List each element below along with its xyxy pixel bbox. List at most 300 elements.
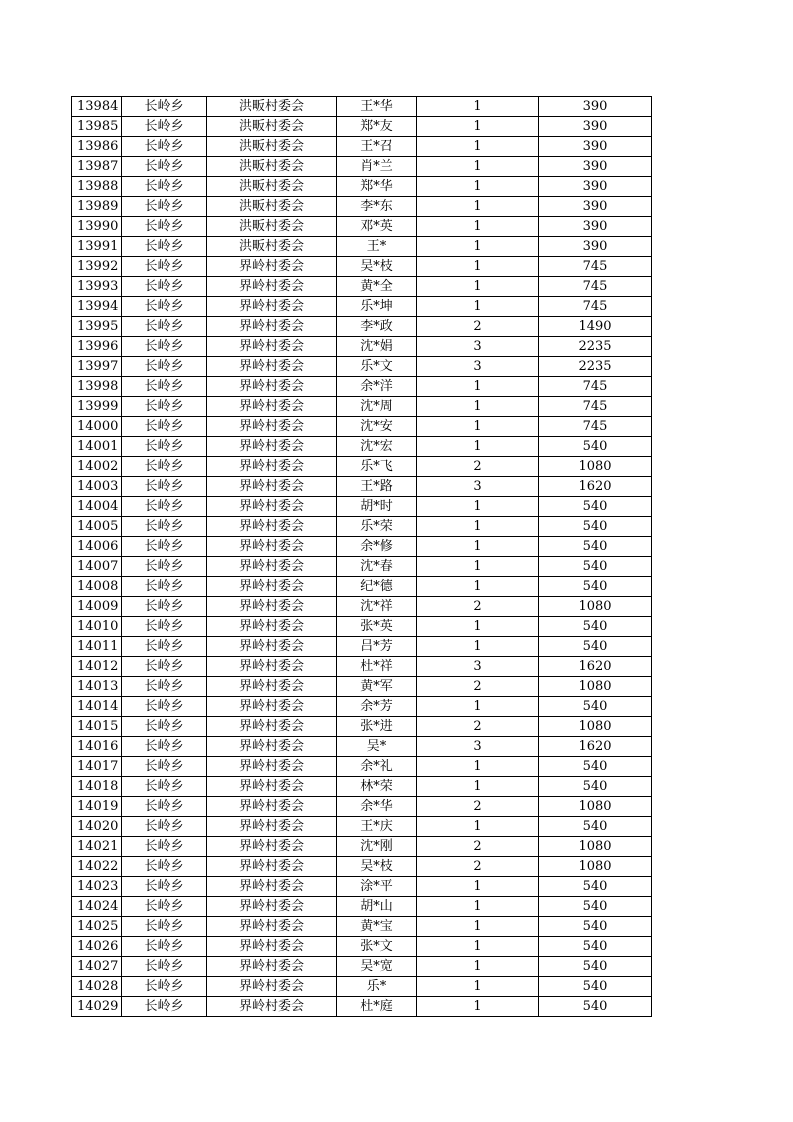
table-row <box>72 617 652 637</box>
village-committee-cell: 界岭村委会 <box>207 777 337 797</box>
township-cell: 长岭乡 <box>122 757 207 777</box>
name-cell: 张*进 <box>337 717 417 737</box>
amount-cell: 1620 <box>539 657 652 677</box>
count-cell: 1 <box>417 137 539 157</box>
township-cell: 长岭乡 <box>122 297 207 317</box>
township-cell: 长岭乡 <box>122 497 207 517</box>
township-cell: 长岭乡 <box>122 157 207 177</box>
amount-cell: 745 <box>539 417 652 437</box>
township-cell: 长岭乡 <box>122 637 207 657</box>
name-cell: 吴*宽 <box>337 957 417 977</box>
table-row <box>72 417 652 437</box>
name-cell: 李*政 <box>337 317 417 337</box>
township-cell: 长岭乡 <box>122 197 207 217</box>
row-id-cell: 14008 <box>72 577 122 597</box>
count-cell: 1 <box>417 697 539 717</box>
village-committee-cell: 界岭村委会 <box>207 397 337 417</box>
amount-cell: 2235 <box>539 357 652 377</box>
row-id-cell: 13987 <box>72 157 122 177</box>
amount-cell: 745 <box>539 377 652 397</box>
table-row <box>72 637 652 657</box>
name-cell: 王*庆 <box>337 817 417 837</box>
village-committee-cell: 界岭村委会 <box>207 737 337 757</box>
table-row <box>72 457 652 477</box>
village-committee-cell: 界岭村委会 <box>207 757 337 777</box>
township-cell: 长岭乡 <box>122 477 207 497</box>
amount-cell: 540 <box>539 877 652 897</box>
township-cell: 长岭乡 <box>122 317 207 337</box>
table-row <box>72 277 652 297</box>
amount-cell: 540 <box>539 977 652 997</box>
name-cell: 余*礼 <box>337 757 417 777</box>
count-cell: 2 <box>417 857 539 877</box>
amount-cell: 1620 <box>539 477 652 497</box>
table-row <box>72 477 652 497</box>
village-committee-cell: 洪畈村委会 <box>207 117 337 137</box>
village-committee-cell: 界岭村委会 <box>207 877 337 897</box>
township-cell: 长岭乡 <box>122 697 207 717</box>
amount-cell: 540 <box>539 917 652 937</box>
village-committee-cell: 洪畈村委会 <box>207 157 337 177</box>
village-committee-cell: 界岭村委会 <box>207 277 337 297</box>
table-row <box>72 697 652 717</box>
count-cell: 1 <box>417 117 539 137</box>
township-cell: 长岭乡 <box>122 417 207 437</box>
row-id-cell: 14023 <box>72 877 122 897</box>
amount-cell: 1620 <box>539 737 652 757</box>
township-cell: 长岭乡 <box>122 377 207 397</box>
township-cell: 长岭乡 <box>122 457 207 477</box>
name-cell: 郑*华 <box>337 177 417 197</box>
table-row <box>72 797 652 817</box>
count-cell: 1 <box>417 957 539 977</box>
count-cell: 1 <box>417 757 539 777</box>
table-row <box>72 957 652 977</box>
amount-cell: 540 <box>539 957 652 977</box>
amount-cell: 390 <box>539 157 652 177</box>
row-id-cell: 14001 <box>72 437 122 457</box>
name-cell: 吴*枝 <box>337 857 417 877</box>
count-cell: 1 <box>417 157 539 177</box>
row-id-cell: 14002 <box>72 457 122 477</box>
table-row <box>72 357 652 377</box>
village-committee-cell: 界岭村委会 <box>207 437 337 457</box>
township-cell: 长岭乡 <box>122 917 207 937</box>
count-cell: 2 <box>417 317 539 337</box>
count-cell: 1 <box>417 97 539 117</box>
name-cell: 沈*安 <box>337 417 417 437</box>
village-committee-cell: 界岭村委会 <box>207 857 337 877</box>
village-committee-cell: 界岭村委会 <box>207 957 337 977</box>
township-cell: 长岭乡 <box>122 217 207 237</box>
amount-cell: 540 <box>539 637 652 657</box>
row-id-cell: 14022 <box>72 857 122 877</box>
row-id-cell: 13984 <box>72 97 122 117</box>
village-committee-cell: 界岭村委会 <box>207 377 337 397</box>
township-cell: 长岭乡 <box>122 537 207 557</box>
count-cell: 1 <box>417 557 539 577</box>
township-cell: 长岭乡 <box>122 277 207 297</box>
amount-cell: 1080 <box>539 857 652 877</box>
township-cell: 长岭乡 <box>122 557 207 577</box>
count-cell: 2 <box>417 457 539 477</box>
row-id-cell: 13991 <box>72 237 122 257</box>
row-id-cell: 14025 <box>72 917 122 937</box>
township-cell: 长岭乡 <box>122 437 207 457</box>
row-id-cell: 14000 <box>72 417 122 437</box>
township-cell: 长岭乡 <box>122 997 207 1017</box>
amount-cell: 540 <box>539 497 652 517</box>
row-id-cell: 14027 <box>72 957 122 977</box>
name-cell: 沈*刚 <box>337 837 417 857</box>
row-id-cell: 14029 <box>72 997 122 1017</box>
name-cell: 王*路 <box>337 477 417 497</box>
count-cell: 2 <box>417 797 539 817</box>
name-cell: 黄*宝 <box>337 917 417 937</box>
count-cell: 1 <box>417 497 539 517</box>
count-cell: 1 <box>417 637 539 657</box>
name-cell: 沈*祥 <box>337 597 417 617</box>
table-row <box>72 917 652 937</box>
table-row <box>72 877 652 897</box>
row-id-cell: 14011 <box>72 637 122 657</box>
village-committee-cell: 界岭村委会 <box>207 557 337 577</box>
village-committee-cell: 界岭村委会 <box>207 837 337 857</box>
name-cell: 王*华 <box>337 97 417 117</box>
count-cell: 1 <box>417 437 539 457</box>
amount-cell: 1080 <box>539 837 652 857</box>
village-committee-cell: 界岭村委会 <box>207 637 337 657</box>
township-cell: 长岭乡 <box>122 97 207 117</box>
name-cell: 乐* <box>337 977 417 997</box>
township-cell: 长岭乡 <box>122 717 207 737</box>
count-cell: 3 <box>417 357 539 377</box>
row-id-cell: 13990 <box>72 217 122 237</box>
table-row <box>72 97 652 117</box>
table-row <box>72 737 652 757</box>
name-cell: 杜*庭 <box>337 997 417 1017</box>
row-id-cell: 13994 <box>72 297 122 317</box>
row-id-cell: 14028 <box>72 977 122 997</box>
name-cell: 沈*宏 <box>337 437 417 457</box>
count-cell: 3 <box>417 477 539 497</box>
row-id-cell: 13997 <box>72 357 122 377</box>
township-cell: 长岭乡 <box>122 137 207 157</box>
row-id-cell: 14018 <box>72 777 122 797</box>
name-cell: 肖*兰 <box>337 157 417 177</box>
row-id-cell: 14019 <box>72 797 122 817</box>
village-committee-cell: 界岭村委会 <box>207 597 337 617</box>
row-id-cell: 14016 <box>72 737 122 757</box>
table-row <box>72 397 652 417</box>
table-row <box>72 537 652 557</box>
township-cell: 长岭乡 <box>122 117 207 137</box>
village-committee-cell: 界岭村委会 <box>207 817 337 837</box>
count-cell: 1 <box>417 257 539 277</box>
village-committee-cell: 界岭村委会 <box>207 357 337 377</box>
table-row <box>72 817 652 837</box>
count-cell: 3 <box>417 657 539 677</box>
township-cell: 长岭乡 <box>122 237 207 257</box>
township-cell: 长岭乡 <box>122 877 207 897</box>
township-cell: 长岭乡 <box>122 517 207 537</box>
count-cell: 1 <box>417 377 539 397</box>
name-cell: 纪*德 <box>337 577 417 597</box>
row-id-cell: 14024 <box>72 897 122 917</box>
name-cell: 李*东 <box>337 197 417 217</box>
township-cell: 长岭乡 <box>122 617 207 637</box>
village-committee-cell: 界岭村委会 <box>207 677 337 697</box>
village-committee-cell: 洪畈村委会 <box>207 177 337 197</box>
table-row <box>72 257 652 277</box>
village-committee-cell: 界岭村委会 <box>207 697 337 717</box>
row-id-cell: 14021 <box>72 837 122 857</box>
row-id-cell: 14009 <box>72 597 122 617</box>
table-row <box>72 217 652 237</box>
village-committee-cell: 界岭村委会 <box>207 617 337 637</box>
count-cell: 1 <box>417 777 539 797</box>
village-committee-cell: 界岭村委会 <box>207 657 337 677</box>
amount-cell: 745 <box>539 397 652 417</box>
village-committee-cell: 界岭村委会 <box>207 417 337 437</box>
row-id-cell: 14003 <box>72 477 122 497</box>
township-cell: 长岭乡 <box>122 257 207 277</box>
township-cell: 长岭乡 <box>122 357 207 377</box>
amount-cell: 1080 <box>539 597 652 617</box>
amount-cell: 745 <box>539 257 652 277</box>
table-row <box>72 997 652 1017</box>
table-row <box>72 237 652 257</box>
data-table <box>71 96 652 1017</box>
name-cell: 乐*荣 <box>337 517 417 537</box>
count-cell: 1 <box>417 877 539 897</box>
table-row <box>72 577 652 597</box>
name-cell: 林*荣 <box>337 777 417 797</box>
village-committee-cell: 界岭村委会 <box>207 257 337 277</box>
amount-cell: 390 <box>539 177 652 197</box>
village-committee-cell: 洪畈村委会 <box>207 217 337 237</box>
name-cell: 余*修 <box>337 537 417 557</box>
amount-cell: 390 <box>539 237 652 257</box>
table-row <box>72 717 652 737</box>
row-id-cell: 14004 <box>72 497 122 517</box>
township-cell: 长岭乡 <box>122 837 207 857</box>
village-committee-cell: 界岭村委会 <box>207 297 337 317</box>
amount-cell: 1490 <box>539 317 652 337</box>
name-cell: 吴* <box>337 737 417 757</box>
township-cell: 长岭乡 <box>122 937 207 957</box>
name-cell: 沈*娟 <box>337 337 417 357</box>
village-committee-cell: 界岭村委会 <box>207 897 337 917</box>
name-cell: 吕*芳 <box>337 637 417 657</box>
count-cell: 3 <box>417 737 539 757</box>
village-committee-cell: 界岭村委会 <box>207 317 337 337</box>
table-row <box>72 657 652 677</box>
row-id-cell: 14014 <box>72 697 122 717</box>
amount-cell: 540 <box>539 897 652 917</box>
name-cell: 乐*坤 <box>337 297 417 317</box>
village-committee-cell: 洪畈村委会 <box>207 97 337 117</box>
row-id-cell: 14020 <box>72 817 122 837</box>
table-row <box>72 557 652 577</box>
row-id-cell: 14006 <box>72 537 122 557</box>
count-cell: 1 <box>417 937 539 957</box>
village-committee-cell: 界岭村委会 <box>207 337 337 357</box>
amount-cell: 745 <box>539 277 652 297</box>
township-cell: 长岭乡 <box>122 797 207 817</box>
table-row <box>72 117 652 137</box>
count-cell: 2 <box>417 837 539 857</box>
township-cell: 长岭乡 <box>122 737 207 757</box>
amount-cell: 540 <box>539 437 652 457</box>
row-id-cell: 14007 <box>72 557 122 577</box>
table-row <box>72 837 652 857</box>
village-committee-cell: 界岭村委会 <box>207 577 337 597</box>
village-committee-cell: 界岭村委会 <box>207 717 337 737</box>
count-cell: 3 <box>417 337 539 357</box>
table-row <box>72 597 652 617</box>
village-committee-cell: 界岭村委会 <box>207 517 337 537</box>
row-id-cell: 13993 <box>72 277 122 297</box>
count-cell: 2 <box>417 717 539 737</box>
village-committee-cell: 洪畈村委会 <box>207 237 337 257</box>
name-cell: 王* <box>337 237 417 257</box>
count-cell: 1 <box>417 217 539 237</box>
township-cell: 长岭乡 <box>122 657 207 677</box>
name-cell: 胡*时 <box>337 497 417 517</box>
amount-cell: 540 <box>539 777 652 797</box>
row-id-cell: 13992 <box>72 257 122 277</box>
count-cell: 1 <box>417 997 539 1017</box>
township-cell: 长岭乡 <box>122 857 207 877</box>
count-cell: 1 <box>417 297 539 317</box>
row-id-cell: 14010 <box>72 617 122 637</box>
count-cell: 1 <box>417 397 539 417</box>
table-row <box>72 337 652 357</box>
amount-cell: 540 <box>539 937 652 957</box>
village-committee-cell: 界岭村委会 <box>207 977 337 997</box>
table-body <box>72 97 652 1017</box>
amount-cell: 390 <box>539 117 652 137</box>
amount-cell: 390 <box>539 217 652 237</box>
table-row <box>72 497 652 517</box>
row-id-cell: 14026 <box>72 937 122 957</box>
village-committee-cell: 洪畈村委会 <box>207 197 337 217</box>
count-cell: 1 <box>417 617 539 637</box>
table-row <box>72 177 652 197</box>
amount-cell: 1080 <box>539 717 652 737</box>
row-id-cell: 13985 <box>72 117 122 137</box>
amount-cell: 1080 <box>539 677 652 697</box>
name-cell: 王*召 <box>337 137 417 157</box>
village-committee-cell: 界岭村委会 <box>207 797 337 817</box>
row-id-cell: 13998 <box>72 377 122 397</box>
amount-cell: 390 <box>539 197 652 217</box>
table-row <box>72 137 652 157</box>
row-id-cell: 14015 <box>72 717 122 737</box>
table-row <box>72 297 652 317</box>
township-cell: 长岭乡 <box>122 677 207 697</box>
name-cell: 涂*平 <box>337 877 417 897</box>
village-committee-cell: 界岭村委会 <box>207 457 337 477</box>
amount-cell: 540 <box>539 617 652 637</box>
table-row <box>72 757 652 777</box>
count-cell: 1 <box>417 277 539 297</box>
amount-cell: 540 <box>539 997 652 1017</box>
table-row <box>72 777 652 797</box>
count-cell: 1 <box>417 417 539 437</box>
township-cell: 长岭乡 <box>122 337 207 357</box>
amount-cell: 540 <box>539 557 652 577</box>
name-cell: 杜*祥 <box>337 657 417 677</box>
count-cell: 1 <box>417 197 539 217</box>
township-cell: 长岭乡 <box>122 397 207 417</box>
row-id-cell: 13986 <box>72 137 122 157</box>
amount-cell: 745 <box>539 297 652 317</box>
table-row <box>72 437 652 457</box>
name-cell: 乐*飞 <box>337 457 417 477</box>
name-cell: 沈*春 <box>337 557 417 577</box>
name-cell: 郑*友 <box>337 117 417 137</box>
amount-cell: 540 <box>539 517 652 537</box>
village-committee-cell: 界岭村委会 <box>207 537 337 557</box>
table-row <box>72 377 652 397</box>
name-cell: 沈*周 <box>337 397 417 417</box>
amount-cell: 540 <box>539 757 652 777</box>
name-cell: 黄*军 <box>337 677 417 697</box>
table-row <box>72 197 652 217</box>
count-cell: 1 <box>417 517 539 537</box>
name-cell: 乐*文 <box>337 357 417 377</box>
table-row <box>72 857 652 877</box>
row-id-cell: 13989 <box>72 197 122 217</box>
row-id-cell: 13996 <box>72 337 122 357</box>
name-cell: 邓*英 <box>337 217 417 237</box>
count-cell: 1 <box>417 977 539 997</box>
village-committee-cell: 界岭村委会 <box>207 917 337 937</box>
amount-cell: 2235 <box>539 337 652 357</box>
township-cell: 长岭乡 <box>122 777 207 797</box>
amount-cell: 1080 <box>539 797 652 817</box>
table-row <box>72 157 652 177</box>
table-row <box>72 937 652 957</box>
name-cell: 吴*枝 <box>337 257 417 277</box>
row-id-cell: 13995 <box>72 317 122 337</box>
count-cell: 1 <box>417 577 539 597</box>
amount-cell: 1080 <box>539 457 652 477</box>
amount-cell: 540 <box>539 537 652 557</box>
village-committee-cell: 洪畈村委会 <box>207 137 337 157</box>
township-cell: 长岭乡 <box>122 817 207 837</box>
village-committee-cell: 界岭村委会 <box>207 497 337 517</box>
name-cell: 胡*山 <box>337 897 417 917</box>
count-cell: 1 <box>417 897 539 917</box>
count-cell: 1 <box>417 177 539 197</box>
township-cell: 长岭乡 <box>122 957 207 977</box>
count-cell: 1 <box>417 817 539 837</box>
village-committee-cell: 界岭村委会 <box>207 477 337 497</box>
amount-cell: 540 <box>539 577 652 597</box>
count-cell: 1 <box>417 237 539 257</box>
amount-cell: 540 <box>539 697 652 717</box>
amount-cell: 390 <box>539 137 652 157</box>
township-cell: 长岭乡 <box>122 177 207 197</box>
township-cell: 长岭乡 <box>122 977 207 997</box>
name-cell: 余*芳 <box>337 697 417 717</box>
row-id-cell: 14013 <box>72 677 122 697</box>
count-cell: 2 <box>417 677 539 697</box>
row-id-cell: 14017 <box>72 757 122 777</box>
